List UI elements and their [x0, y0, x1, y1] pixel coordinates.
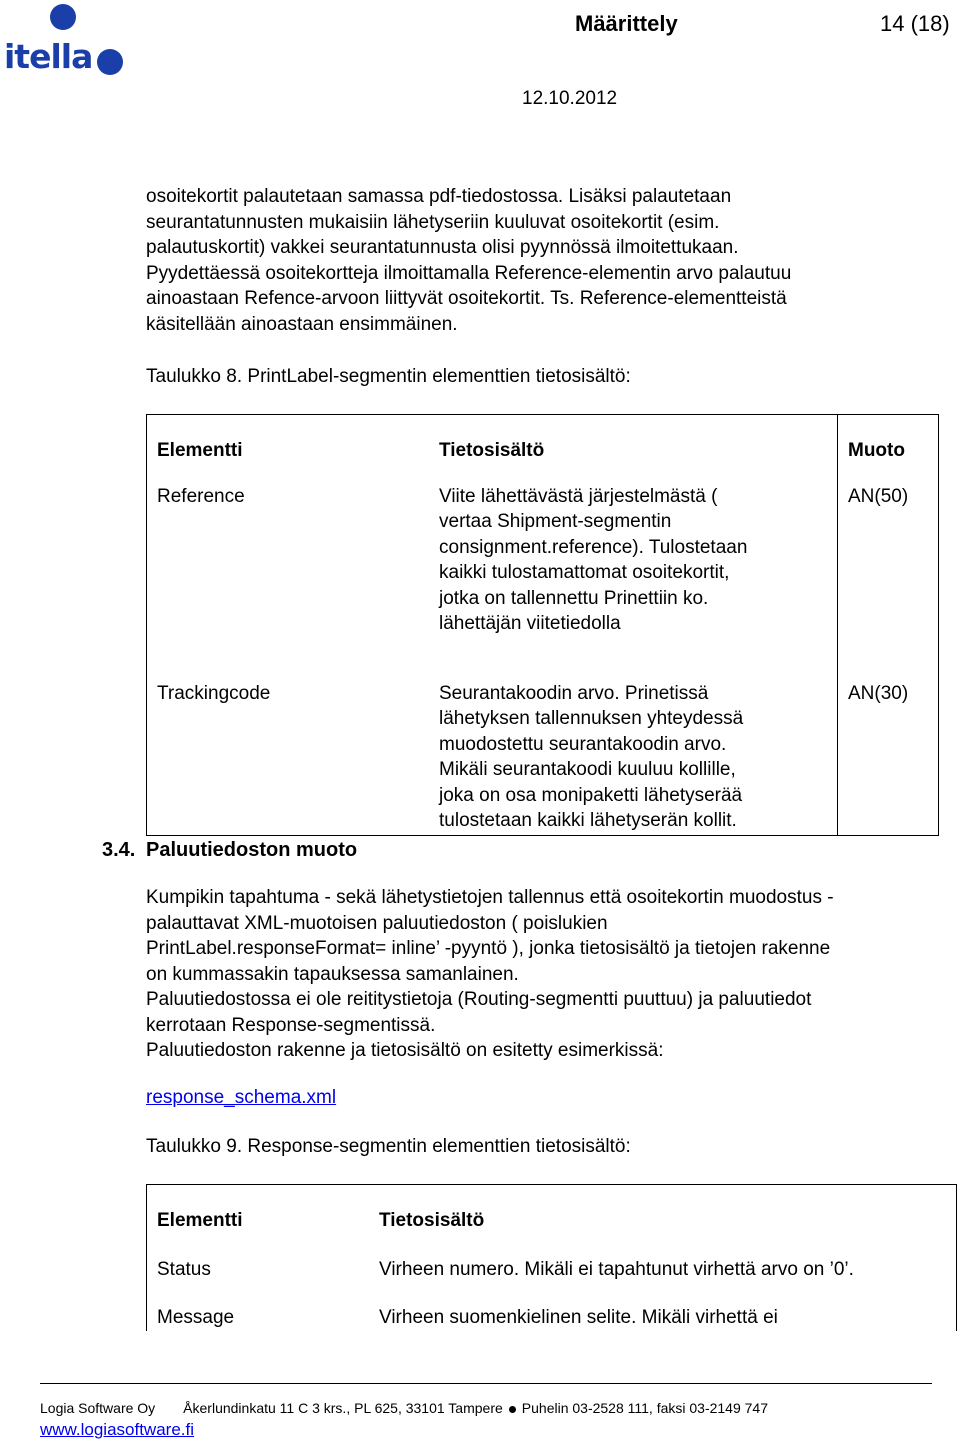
header-element: Elementti [157, 440, 243, 461]
table-header-row [147, 415, 939, 478]
cell-line: lähettäjän viitetiedolla [439, 613, 621, 634]
footer-company: Logia Software Oy [40, 1400, 156, 1416]
cell-element: Message [157, 1307, 235, 1328]
cell-content: Virheen suomenkielinen selite. Mikäli virhettä ei [379, 1307, 778, 1328]
cell-content [439, 478, 838, 658]
cell-line: Mikäli seurantakoodi kuuluu kollille, [439, 759, 736, 780]
table-header-row [147, 1185, 957, 1234]
footer-address: Åkerlundinkatu 11 C 3 krs., PL 625, 33101 Tampere [183, 1400, 503, 1416]
cell-line: tulostetaan kaikki lähetyserän kollit. [439, 810, 737, 831]
intro-line: käsitellään ainoastaan ensimmäinen. [146, 313, 458, 335]
cell-format: AN(30) [848, 682, 909, 704]
cell-element: Trackingcode [157, 682, 271, 704]
footer-phone: Puhelin 03-2528 111, faksi 03-2149 747 [521, 1400, 769, 1416]
header-content: Tietosisältö [379, 1210, 485, 1231]
intro-paragraph [146, 184, 946, 337]
bullet-icon [509, 1406, 516, 1413]
section-title: Paluutiedoston muoto [146, 839, 358, 861]
cell-line: vertaa Shipment-segmentin [439, 511, 672, 532]
intro-line: seurantatunnusten mukaisiin lähetyseriin kuuluvat osoitekortit (esim. [146, 211, 720, 233]
document-title: Määrittely [575, 11, 678, 36]
footer-website-link[interactable]: www.logiasoftware.fi [40, 1420, 195, 1439]
cell-content: Virheen numero. Mikäli ei tapahtunut virhettä arvo on ’0’. [379, 1258, 854, 1280]
intro-line: Pyydettäessä osoitekortteja ilmoittamalla Reference-elementin arvo palautuu [146, 262, 792, 284]
table-row [147, 658, 939, 836]
document-date: 12.10.2012 [522, 88, 618, 109]
intro-line: ainoastaan Refence-arvoon liittyvät osoitekortit. Ts. Reference-elementteistä [146, 288, 787, 309]
table9-caption: Taulukko 9. Response-segmentin elementtien tietosisältö: [146, 1136, 631, 1157]
footer-divider [40, 1383, 932, 1384]
cell-line: Seurantakoodin arvo. Prinetissä [439, 682, 709, 704]
section-line: PrintLabel.responseFormat= inline’ -pyyntö ), jonka tietosisältö ja tietojen rakenne [146, 938, 831, 959]
cell-content [439, 658, 838, 836]
logo-text: itella [4, 37, 93, 76]
section-line: on kummassakin tapauksessa samanlainen. [146, 963, 519, 985]
table8-caption: Taulukko 8. PrintLabel-segmentin elementtien tietosisältö: [146, 366, 631, 387]
header-element: Elementti [157, 1210, 243, 1231]
logo-dot-right [97, 49, 123, 75]
page-number: 14 (18) [880, 11, 950, 36]
cell-line: kaikki tulostamattomat osoitekortit, [439, 562, 730, 583]
footer-info [40, 1399, 768, 1417]
table-row [147, 1234, 957, 1283]
response-schema-link[interactable]: response_schema.xml [146, 1087, 337, 1108]
cell-line: muodostettu seurantakoodin arvo. [439, 733, 727, 755]
cell-element: Status [157, 1258, 211, 1280]
itella-logo [4, 37, 93, 76]
section-line: kerrotaan Response-segmentissä. [146, 1014, 436, 1036]
intro-line: palautuskortit) vakkei seurantatunnusta olisi pyynnössä ilmoitettukaan. [146, 237, 739, 258]
cell-format: AN(50) [848, 485, 909, 507]
cell-element: Reference [157, 485, 245, 507]
cell-line: joka on osa monipaketti lähetyserää [439, 784, 743, 806]
response-table [146, 1184, 957, 1331]
printlabel-table [146, 414, 939, 836]
section-number: 3.4. [102, 839, 136, 861]
table-row [147, 1282, 957, 1331]
intro-line: osoitekortit palautetaan samassa pdf-tiedostossa. Lisäksi palautetaan [146, 186, 732, 207]
section-line: Paluutiedoston rakenne ja tietosisältö on esitetty esimerkissä: [146, 1040, 664, 1061]
section-line: Paluutiedostossa ei ole reititystietoja (Routing-segmentti puuttuu) ja paluutiedot [146, 989, 812, 1010]
section-line: Kumpikin tapahtuma - sekä lähetystietojen tallennus että osoitekortin muodostus - [146, 887, 834, 908]
section-heading [102, 837, 357, 863]
section-paragraph [146, 885, 946, 1064]
table-row [147, 478, 939, 658]
cell-line: consignment.reference). Tulostetaan [439, 536, 748, 558]
logo-dot-top [50, 4, 76, 30]
section-line: palauttavat XML-muotoisen paluutiedoston ( poislukien [146, 912, 608, 934]
cell-line: jotka on tallennettu Prinettiin ko. [439, 587, 709, 609]
cell-line: Viite lähettävästä järjestelmästä ( [439, 485, 718, 507]
header-content: Tietosisältö [439, 415, 838, 478]
cell-line: lähetyksen tallennuksen yhteydessä [439, 708, 744, 729]
header-format: Muoto [848, 440, 905, 461]
